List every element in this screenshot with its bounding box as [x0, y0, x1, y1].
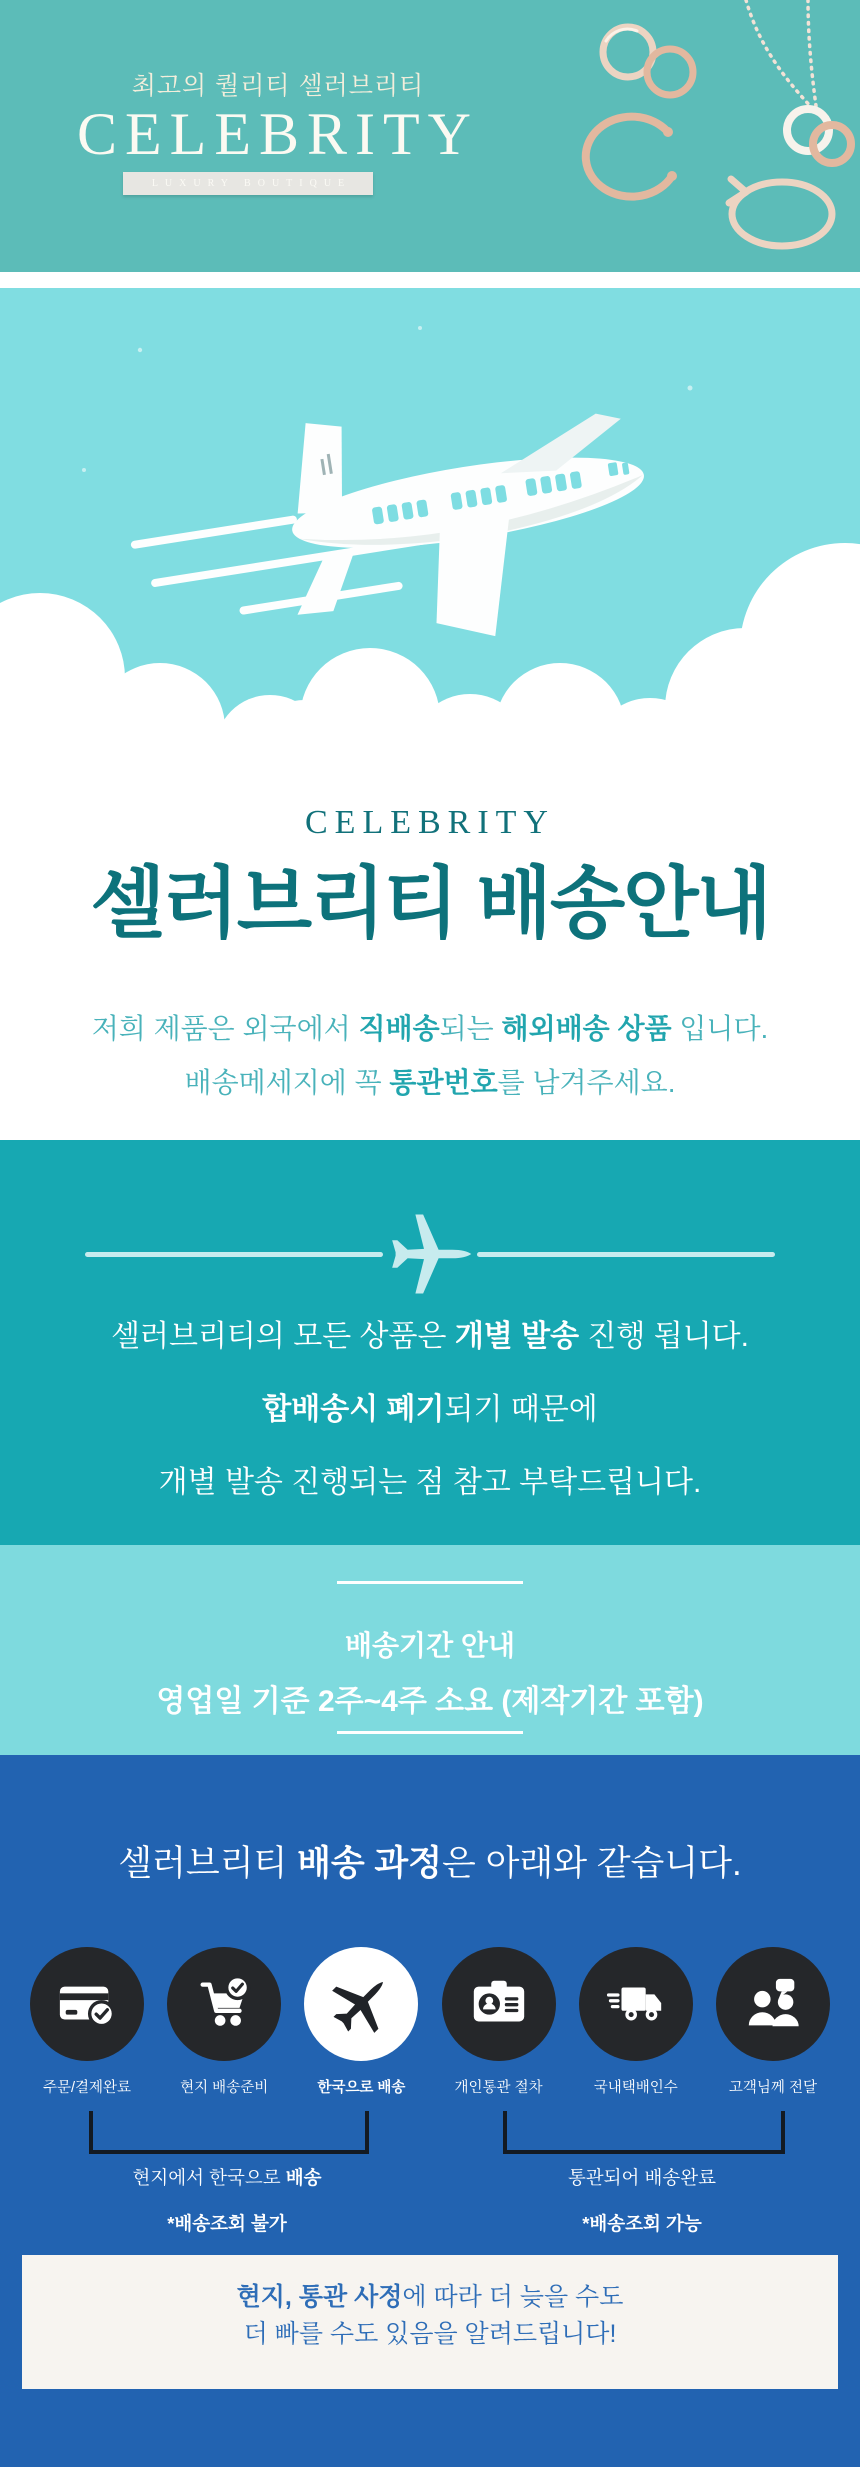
group1-tracking-note: *배송조회 불가 [167, 2213, 287, 2234]
brand-logo: CELEBRITY [77, 101, 479, 167]
header-divider-strip [0, 272, 860, 288]
people-chat-icon [742, 1973, 804, 2035]
step-label: 고객님께 전달 [728, 2080, 817, 2096]
intro-desc-line1: 저희 제품은 외국에서 직배송되는 해외배송 상품 입니다. [91, 1013, 769, 1044]
intro-section [0, 760, 860, 1140]
shipping-process-section [0, 1755, 860, 2467]
truck-icon [605, 1973, 667, 2035]
id-card-icon [468, 1973, 530, 2035]
bracket-customs-complete [503, 2111, 785, 2154]
intro-desc-line2: 배송메세지에 꼭 통관번호를 남겨주세요. [184, 1067, 676, 1098]
step-order-payment [30, 1947, 144, 2097]
step-ship-to-korea [304, 1947, 418, 2097]
airplane-icon [325, 1968, 397, 2040]
process-steps [30, 1947, 830, 2097]
period-rule-top [337, 1581, 523, 1584]
step-label: 주문/결제완료 [42, 2080, 132, 2096]
period-detail: 영업일 기준 2주~4주 소요 (제작기간 포함) [156, 1685, 704, 1718]
group2-tracking-note: *배송조회 가능 [582, 2213, 702, 2234]
sky-banner [0, 288, 860, 760]
process-title: 셀러브리티 배송 과정은 아래와 같습니다. [118, 1844, 742, 1883]
individual-shipping-section [0, 1140, 860, 1545]
step-customs [442, 1947, 556, 2097]
period-title: 배송기간 안내 [344, 1630, 516, 1661]
notice-line2: 더 빠를 수도 있음을 알려드립니다! [243, 2320, 617, 2348]
step-delivery-to-customer [716, 1947, 830, 2097]
intro-brand: CELEBRITY [305, 804, 555, 841]
step-domestic-courier [579, 1947, 693, 2097]
step-label: 개인통관 절차 [454, 2080, 543, 2096]
airplane-illustration [0, 288, 860, 760]
step-local-prep [167, 1947, 281, 2097]
ribbon-label: LUXURY BOUTIQUE [151, 178, 352, 189]
intro-description [0, 1002, 860, 1110]
shipping-period-section [0, 1545, 860, 1755]
airplane [268, 372, 665, 666]
step-label: 한국으로 배송 [317, 2080, 406, 2096]
credit-card-check-icon [56, 1973, 118, 2035]
jewelry-illustration [550, 0, 860, 272]
step-label: 국내택배인수 [593, 2080, 678, 2096]
luxury-boutique-ribbon [123, 172, 373, 195]
header-tagline: 최고의 퀄리티 셀러브리티 [131, 72, 425, 100]
divider-line-left [85, 1252, 383, 1257]
brand-header [0, 0, 860, 272]
individual-line1: 셀러브리티의 모든 상품은 개별 발송 진행 됩니다. [111, 1320, 749, 1353]
period-rule-bottom [337, 1731, 523, 1734]
step-label: 현지 배송준비 [180, 2080, 269, 2096]
airplane-divider-icon [387, 1211, 473, 1297]
group2-caption: 통관되어 배송완료 [567, 2167, 717, 2188]
divider-line-right [477, 1252, 775, 1257]
bracket-local-to-korea [89, 2111, 369, 2154]
delay-notice-box [22, 2255, 838, 2389]
page-title: 셀러브리티 배송안내 [90, 859, 770, 947]
individual-line3: 개별 발송 진행되는 점 참고 부탁드립니다. [158, 1466, 702, 1499]
notice-line1: 현지, 통관 사정에 따라 더 늦을 수도 [236, 2283, 624, 2311]
clouds [0, 543, 860, 760]
group1-caption: 현지에서 한국으로 배송 [132, 2167, 322, 2188]
individual-line2: 합배송시 폐기되기 때문에 [262, 1393, 598, 1426]
cart-check-icon [193, 1973, 255, 2035]
